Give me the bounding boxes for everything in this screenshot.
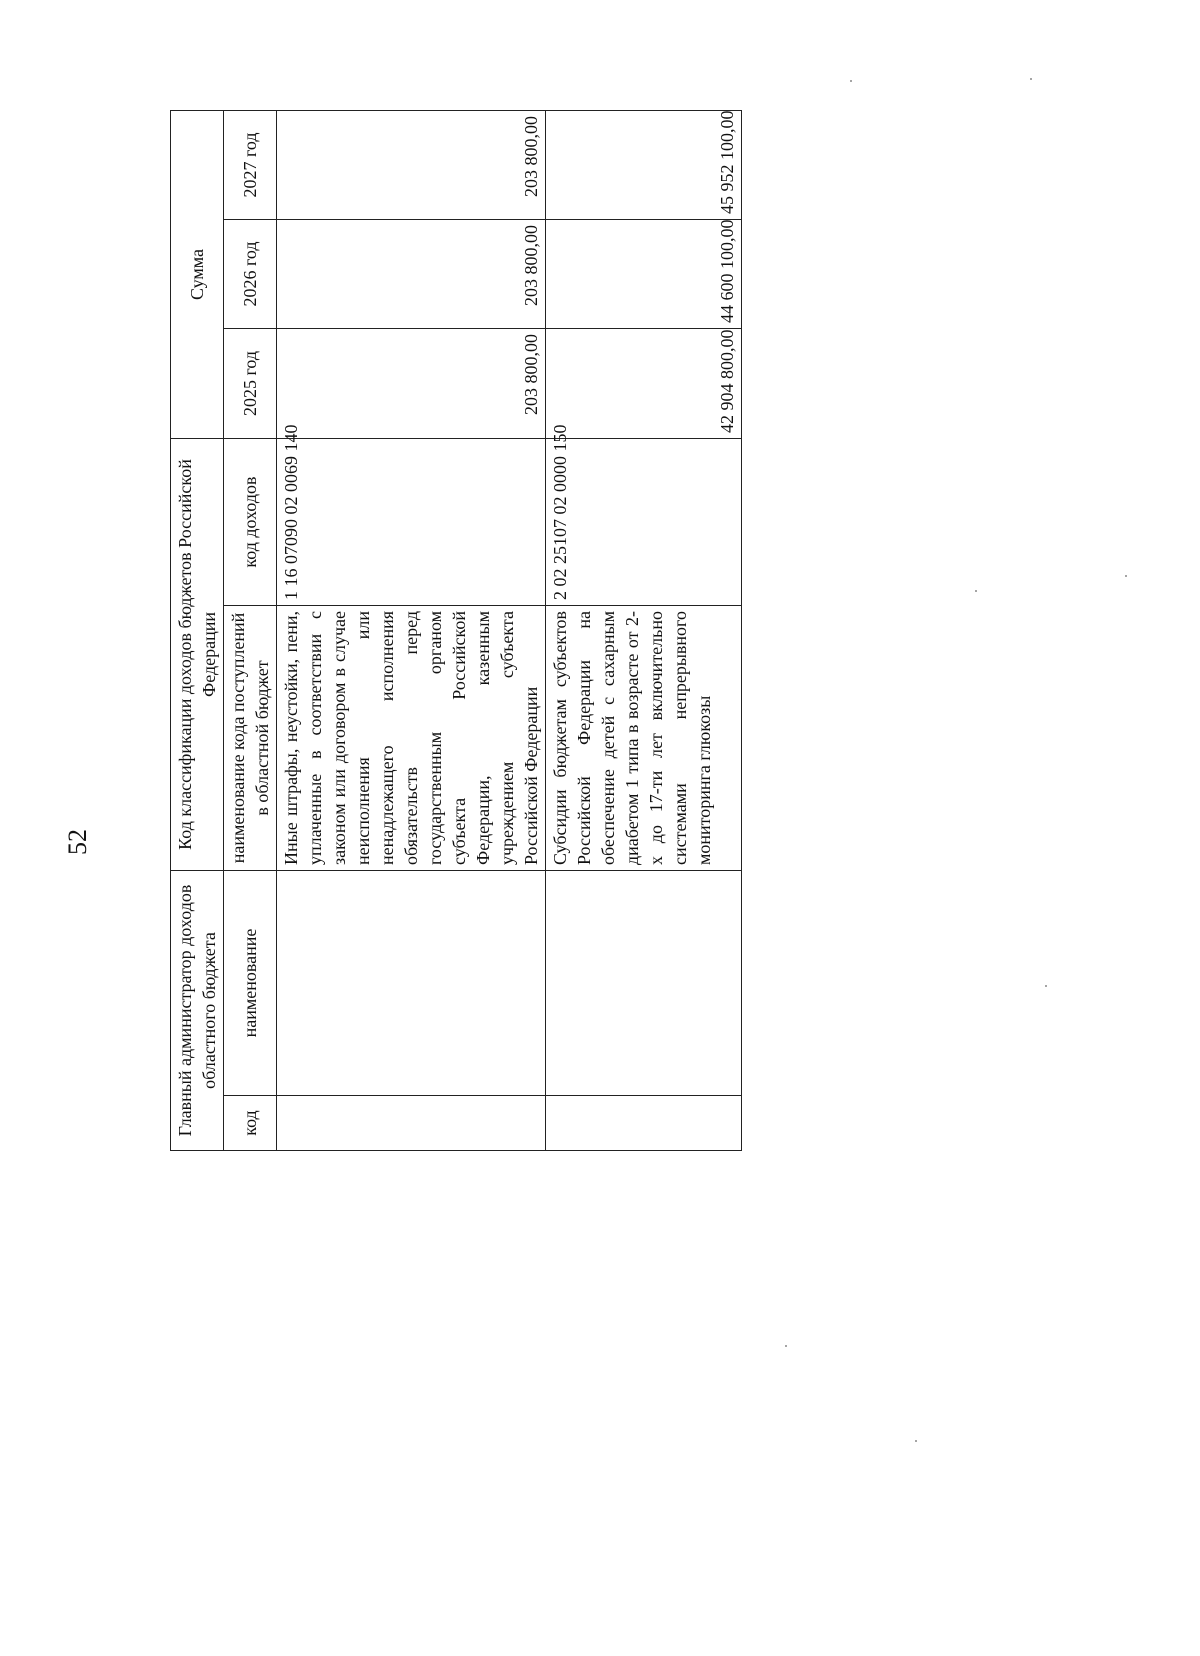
header-row-1 [171,111,224,1151]
row-kod [277,1096,546,1151]
row-sum-2026: 203 800,00 [277,220,546,329]
row-sum-2026: 44 600 100,00 [546,220,742,329]
row-income-code: 1 16 07090 02 0069 140 [277,439,546,606]
header-kod: код [224,1096,277,1151]
header-income-name: наименование кода поступлений в областной бюджет [224,606,277,871]
row-name [277,871,546,1096]
header-classification-group: Код классификации доходов бюджетов Российской Федерации [171,439,224,871]
row-sum-2027: 45 952 100,00 [546,111,742,220]
revenue-table-rotated [170,110,737,1151]
scan-speck [975,590,977,592]
scan-speck [1030,78,1032,80]
row-sum-2025: 42 904 800,00 [546,329,742,439]
row-income-name: Иные штрафы, неустойки, пени, уплаченные в соответствии с законом или договором в случае неисполнения или ненадлежащего исполнения обязательств перед государственным органом субъекта Российской Федерации, казенным учреждением субъекта Российской Федерации [277,606,546,871]
page-number: 52 [63,829,92,855]
header-2025: 2025 год [224,329,277,439]
header-2027: 2027 год [224,111,277,220]
row-sum-2027: 203 800,00 [277,111,546,220]
scan-speck [1125,575,1127,577]
scan-speck [1045,985,1047,987]
row-income-code: 2 02 25107 02 0000 150 [546,439,742,606]
header-row-2 [224,111,277,1151]
revenue-table [170,110,742,1151]
header-2026: 2026 год [224,220,277,329]
table-row [277,111,546,1151]
scan-speck [785,1345,787,1347]
row-sum-2025: 203 800,00 [277,329,546,439]
header-name: наименование [224,871,277,1096]
header-sum-group: Сумма [171,111,224,439]
scan-speck [850,80,852,82]
header-admin-group: Главный администратор доходов областного бюджета [171,871,224,1151]
row-name [546,871,742,1096]
row-income-name: Субсидии бюджетам субъектов Российской Федерации на обеспечение детей с сахарным диабетом 1 типа в возрасте от 2-х до 17-ти лет включительно системами непрерывного мониторинга глюкозы [546,606,742,871]
header-income-code: код доходов [224,439,277,606]
scan-speck [915,1440,917,1442]
row-kod [546,1096,742,1151]
table-row [546,111,742,1151]
